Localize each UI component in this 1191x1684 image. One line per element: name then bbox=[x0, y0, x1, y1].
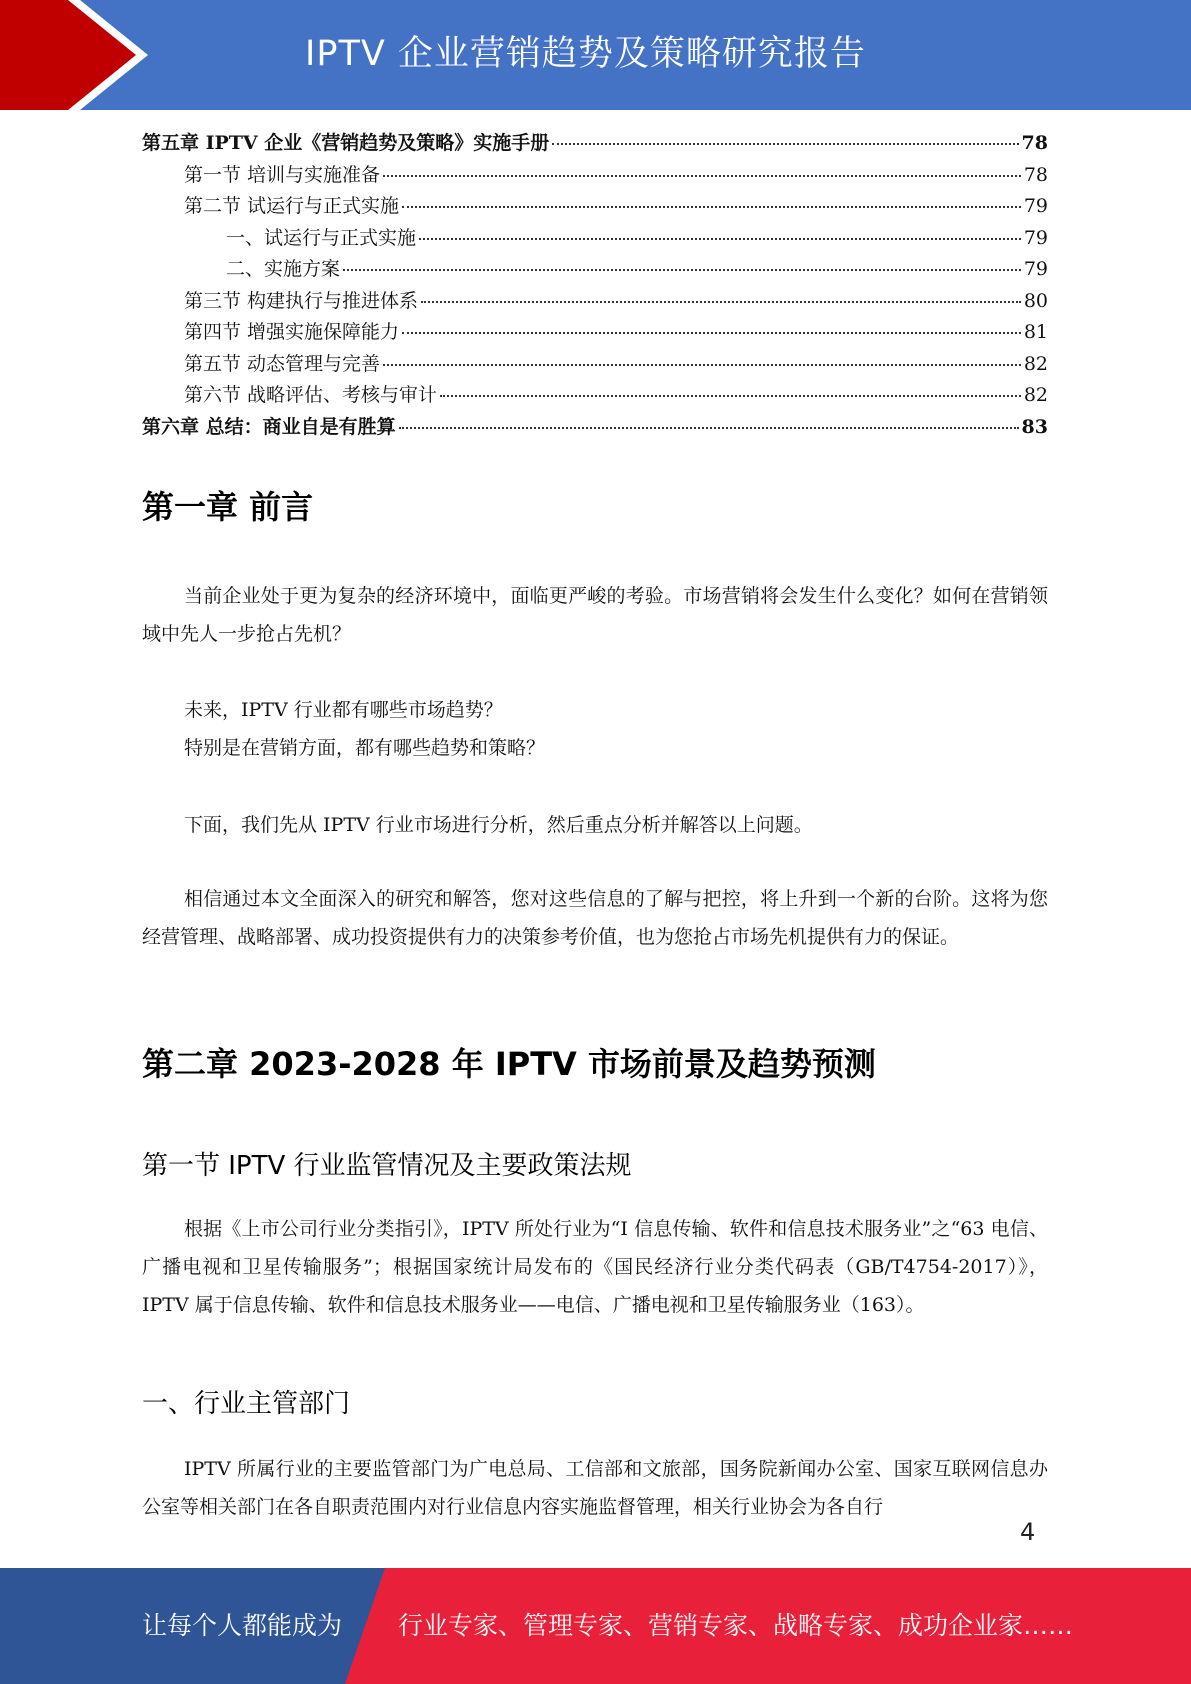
toc-entry-section3[interactable] bbox=[142, 286, 1048, 318]
toc-page: 83 bbox=[1021, 415, 1048, 438]
chapter1-question-1: 未来，IPTV 行业都有哪些市场趋势？ bbox=[184, 699, 503, 721]
toc-leader bbox=[402, 205, 1021, 208]
toc-entry-section1[interactable] bbox=[142, 160, 1048, 192]
chapter1-paragraph-3: 相信通过本文全面深入的研究和解答，您对这些信息的了解与把控，将上升到一个新的台阶。这将为您经营管理、战略部署、成功投资提供有力的决策参考价值，也为您抢占市场先机提供有力的保证。 bbox=[142, 888, 1048, 948]
toc-label: 二、实施方案 bbox=[226, 258, 341, 280]
toc-entry-chapter6[interactable] bbox=[142, 412, 1048, 444]
chapter1-heading: 第一章 前言 bbox=[142, 488, 314, 526]
chapter1-paragraph-1: 当前企业处于更为复杂的经济环境中，面临更严峻的考验。市场营销将会发生什么变化？如何在营销领域中先人一步抢占先机？ bbox=[142, 585, 1048, 645]
toc-page: 79 bbox=[1023, 258, 1048, 280]
toc-label: 第四节 增强实施保障能力 bbox=[184, 321, 400, 343]
subsection1-heading: 一、行业主管部门 bbox=[142, 1389, 351, 1419]
toc-leader bbox=[402, 331, 1021, 334]
toc-label: 第五节 动态管理与完善 bbox=[184, 352, 381, 375]
toc-entry-section5[interactable] bbox=[142, 349, 1048, 381]
footer-slogan-left: 让每个人都能成为 bbox=[142, 1611, 343, 1640]
chapter1-paragraph-2: 下面，我们先从 IPTV 行业市场进行分析，然后重点分析并解答以上问题。 bbox=[184, 814, 813, 836]
footer-slogan-right: 行业专家、管理专家、营销专家、战略专家、成功企业家…… bbox=[398, 1611, 1074, 1640]
toc-leader bbox=[383, 174, 1021, 177]
toc-label: 第六节 战略评估、考核与审计 bbox=[184, 384, 438, 406]
toc-page: 82 bbox=[1023, 352, 1048, 375]
toc-entry-section4[interactable] bbox=[142, 317, 1048, 349]
toc-leader bbox=[399, 426, 1019, 429]
toc-leader bbox=[440, 394, 1021, 397]
toc-leader bbox=[552, 142, 1018, 145]
section1-paragraph: 根据《上市公司行业分类指引》，IPTV 所处行业为“I 信息传输、软件和信息技术服务业”之“63 电信、广播电视和卫星传输服务”；根据国家统计局发布的《国民经济行业分类代码表（GB/T4754-2017）》，IPTV 属于信息传输、软件和信息技术服务业——电信、广播电视和卫星传输服务业（163）。 bbox=[142, 1218, 1048, 1316]
toc-label: 第三节 构建执行与推进体系 bbox=[184, 289, 419, 312]
chapter1-question-2: 特别是在营销方面，都有哪些趋势和策略？ bbox=[184, 737, 546, 759]
page-number: 4 bbox=[1020, 1518, 1036, 1546]
toc-page: 82 bbox=[1023, 384, 1048, 406]
toc-page: 79 bbox=[1023, 226, 1048, 249]
toc-leader bbox=[383, 363, 1021, 366]
chapter2-heading: 第二章 2023-2028 年 IPTV 市场前景及趋势预测 bbox=[142, 1045, 876, 1083]
toc-leader bbox=[421, 300, 1021, 303]
toc-entry-section6[interactable] bbox=[142, 380, 1048, 412]
toc-entry-sub1[interactable] bbox=[142, 223, 1048, 255]
footer-banner bbox=[0, 1568, 1191, 1684]
subsection1-paragraph: IPTV 所属行业的主要监管部门为广电总局、工信部和文旅部，国务院新闻办公室、国家互联网信息办公室等相关部门在各自职责范围内对行业信息内容实施监督管理，相关行业协会为各自行 bbox=[142, 1458, 1048, 1518]
toc-entry-sub2[interactable] bbox=[142, 254, 1048, 286]
toc-leader bbox=[419, 237, 1021, 240]
toc-label: 第二节 试运行与正式实施 bbox=[184, 195, 400, 217]
toc-entry-chapter5[interactable] bbox=[142, 128, 1048, 160]
toc-label: 一、试运行与正式实施 bbox=[226, 226, 417, 249]
toc-entry-section2[interactable] bbox=[142, 191, 1048, 223]
toc-page: 80 bbox=[1023, 289, 1048, 312]
toc-label: 第六章 总结：商业自是有胜算 bbox=[142, 415, 396, 438]
toc-page: 79 bbox=[1023, 195, 1048, 217]
toc-label: 第一节 培训与实施准备 bbox=[184, 163, 381, 186]
table-of-contents bbox=[142, 128, 1048, 443]
toc-page: 78 bbox=[1021, 132, 1048, 154]
document-title: IPTV 企业营销趋势及策略研究报告 bbox=[305, 34, 866, 74]
toc-page: 81 bbox=[1023, 321, 1048, 343]
toc-leader bbox=[343, 268, 1021, 271]
toc-label: 第五章 IPTV 企业《营销趋势及策略》实施手册 bbox=[142, 132, 550, 154]
header-banner bbox=[0, 0, 1191, 110]
toc-page: 78 bbox=[1023, 163, 1048, 186]
section1-heading: 第一节 IPTV 行业监管情况及主要政策法规 bbox=[142, 1151, 632, 1181]
